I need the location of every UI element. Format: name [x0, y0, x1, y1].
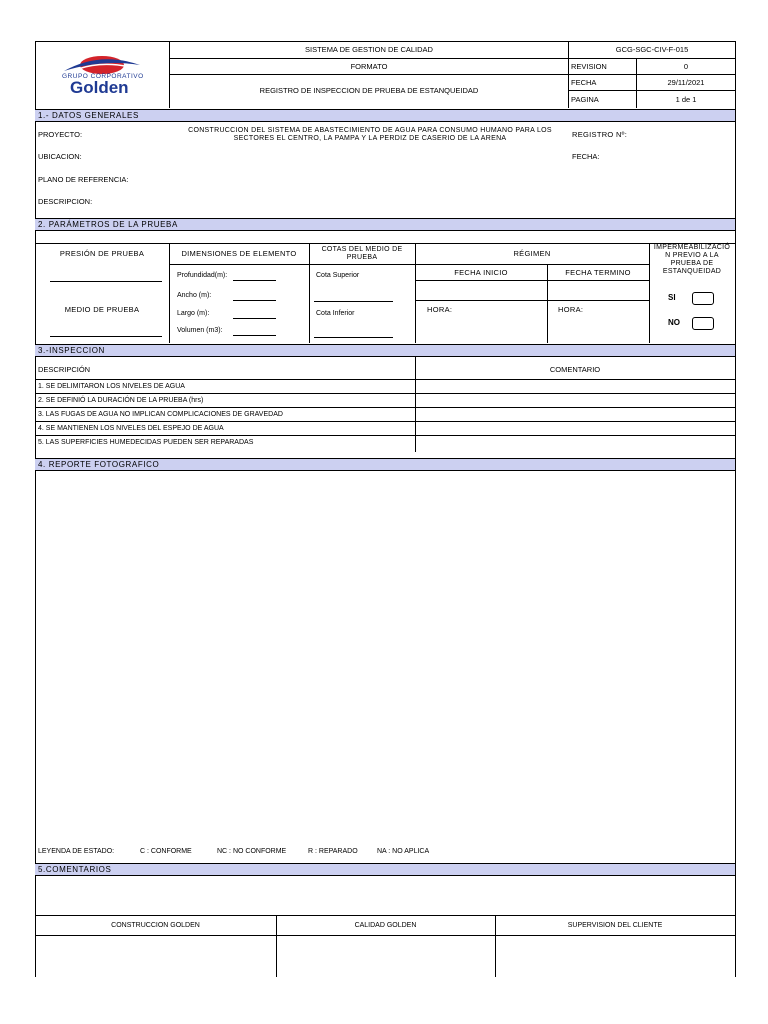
header-hline-2: [169, 74, 569, 75]
no-label: NO: [668, 318, 680, 327]
cota-superior-field[interactable]: [314, 301, 393, 302]
s2-v1: [169, 243, 170, 343]
company-logo: [50, 49, 150, 99]
ancho-field[interactable]: [233, 300, 276, 301]
col-comentario: COMENTARIO: [549, 365, 601, 374]
format-label: FORMATO: [350, 62, 388, 71]
imper-label-1: IMPERMEABILIZACIÓ: [653, 244, 731, 251]
page-value: 1 de 1: [675, 95, 697, 104]
si-checkbox[interactable]: [692, 292, 714, 305]
signature-construccion-label: CONSTRUCCION GOLDEN: [111, 922, 200, 929]
profundidad-label: Profundidad(m):: [177, 272, 228, 279]
frame-top: [35, 41, 736, 42]
cota-inferior-label: Cota Inferior: [316, 310, 355, 317]
signature-construccion-box[interactable]: [36, 936, 276, 977]
section-datos-generales: 1.- DATOS GENERALES: [35, 109, 735, 122]
section-comentarios: 5.COMENTARIOS: [35, 863, 735, 876]
hora-termino-label[interactable]: HORA:: [558, 305, 584, 314]
proyecto-value-2: SECTORES EL CENTRO, LA PAMPA Y LA PERDIZ DE CASERIO DE LA ARENA: [233, 135, 507, 142]
inspection-item: 2. SE DEFINIÓ LA DURACIÓN DE LA PRUEBA (hrs): [38, 397, 204, 404]
legend-no-aplica: NA : NO APLICA: [377, 848, 430, 855]
presion-field[interactable]: [50, 281, 162, 282]
signature-supervision-box[interactable]: [496, 936, 735, 977]
signature-calidad-box[interactable]: [277, 936, 495, 977]
header-hline-3: [568, 74, 736, 75]
cota-inferior-field[interactable]: [314, 337, 393, 338]
s2-hline-sub: [169, 264, 649, 265]
fecha-inicio-label: FECHA INICIO: [454, 268, 508, 277]
medio-field[interactable]: [50, 336, 162, 337]
comments-area[interactable]: [36, 876, 735, 915]
registro-label[interactable]: REGISTRO Nº:: [572, 130, 628, 139]
fecha-termino-label: FECHA TERMINO: [565, 268, 631, 277]
cotas-label-2: PRUEBA: [346, 254, 378, 261]
legend-conforme: C : CONFORME: [140, 848, 192, 855]
s2-hline-hora: [415, 300, 649, 301]
document-code: GCG-SGC-CIV-F-015: [615, 45, 689, 54]
date-value: 29/11/2021: [667, 78, 705, 87]
cota-superior-label: Cota Superior: [316, 272, 360, 279]
signature-calidad-label: CALIDAD GOLDEN: [354, 922, 417, 929]
ancho-label: Ancho (m):: [177, 292, 212, 299]
logo-company-line: GRUPO CORPORATIVO: [62, 73, 144, 80]
s3-row-line-3: [35, 421, 736, 422]
s3-row-line-4: [35, 435, 736, 436]
inspection-item: 4. SE MANTIENEN LOS NIVELES DEL ESPEJO DE AGUA: [38, 425, 224, 432]
largo-label: Largo (m):: [177, 310, 210, 317]
legend-reparado: R : REPARADO: [308, 848, 358, 855]
no-checkbox[interactable]: [692, 317, 714, 330]
fecha-field-label[interactable]: FECHA:: [572, 152, 600, 161]
revision-value: 0: [683, 62, 689, 71]
s3-row-line-1: [35, 393, 736, 394]
sig-hline-top: [35, 915, 736, 916]
logo-company-name: Golden: [70, 78, 129, 97]
volumen-field[interactable]: [233, 335, 276, 336]
photo-area[interactable]: [36, 472, 735, 840]
volumen-label: Volumen (m3):: [177, 327, 223, 334]
system-title: SISTEMA DE GESTION DE CALIDAD: [305, 45, 433, 54]
ubicacion-label[interactable]: UBICACION:: [38, 152, 82, 161]
imper-label-3: PRUEBA DE: [670, 260, 714, 267]
proyecto-value-1: CONSTRUCCION DEL SISTEMA DE ABASTECIMIENTO DE AGUA PARA CONSUMO HUMANO PARA LOS: [188, 127, 552, 134]
page-label: PAGINA: [571, 95, 599, 104]
si-label: SI: [668, 293, 676, 302]
section-reporte-fotografico: 4. REPORTE FOTOGRAFICO: [35, 458, 735, 471]
s2-hline-top: [35, 243, 736, 244]
s2-v3: [415, 243, 416, 343]
inspection-item: 1. SE DELIMITARON LOS NIVELES DE AGUA: [38, 383, 185, 390]
presion-label: PRESIÓN DE PRUEBA: [59, 249, 145, 258]
descripcion-label[interactable]: DESCRIPCION:: [38, 197, 93, 206]
legend-no-conforme: NC : NO CONFORME: [217, 848, 287, 855]
col-descripcion: DESCRIPCIÓN: [38, 365, 91, 374]
imper-label-4: ESTANQUEIDAD: [662, 268, 722, 275]
profundidad-field[interactable]: [233, 280, 276, 281]
section-inspeccion: 3.-INSPECCION: [35, 344, 735, 357]
inspection-item: 3. LAS FUGAS DE AGUA NO IMPLICAN COMPLICACIONES DE GRAVEDAD: [38, 411, 283, 418]
medio-label: MEDIO DE PRUEBA: [64, 305, 140, 314]
hora-inicio-label[interactable]: HORA:: [427, 305, 453, 314]
cotas-label-1: COTAS DEL MEDIO DE: [321, 246, 403, 253]
plano-label[interactable]: PLANO DE REFERENCIA:: [38, 175, 129, 184]
revision-label: REVISION: [571, 62, 607, 71]
s3-row-line-0: [35, 379, 736, 380]
section-parametros: 2. PARÁMETROS DE LA PRUEBA: [35, 218, 735, 231]
imper-label-2: N PREVIO A LA: [665, 252, 719, 259]
dimensiones-label: DIMENSIONES DE ELEMENTO: [181, 249, 297, 258]
header-hline-4: [568, 90, 736, 91]
document-title: REGISTRO DE INSPECCION DE PRUEBA DE ESTANQUEIDAD: [259, 86, 479, 95]
regimen-label: RÉGIMEN: [513, 249, 551, 258]
date-label: FECHA: [571, 78, 597, 87]
largo-field[interactable]: [233, 318, 276, 319]
inspection-item: 5. LAS SUPERFICIES HUMEDECIDAS PUEDEN SER REPARADAS: [38, 439, 254, 446]
legend-label: LEYENDA DE ESTADO:: [38, 848, 115, 855]
frame-right: [735, 41, 736, 977]
s3-row-line-2: [35, 407, 736, 408]
signature-supervision-label: SUPERVISION DEL CLIENTE: [567, 922, 663, 929]
header-hline-1: [169, 58, 736, 59]
proyecto-label: PROYECTO:: [38, 130, 83, 139]
s2-hline-dates: [415, 280, 649, 281]
